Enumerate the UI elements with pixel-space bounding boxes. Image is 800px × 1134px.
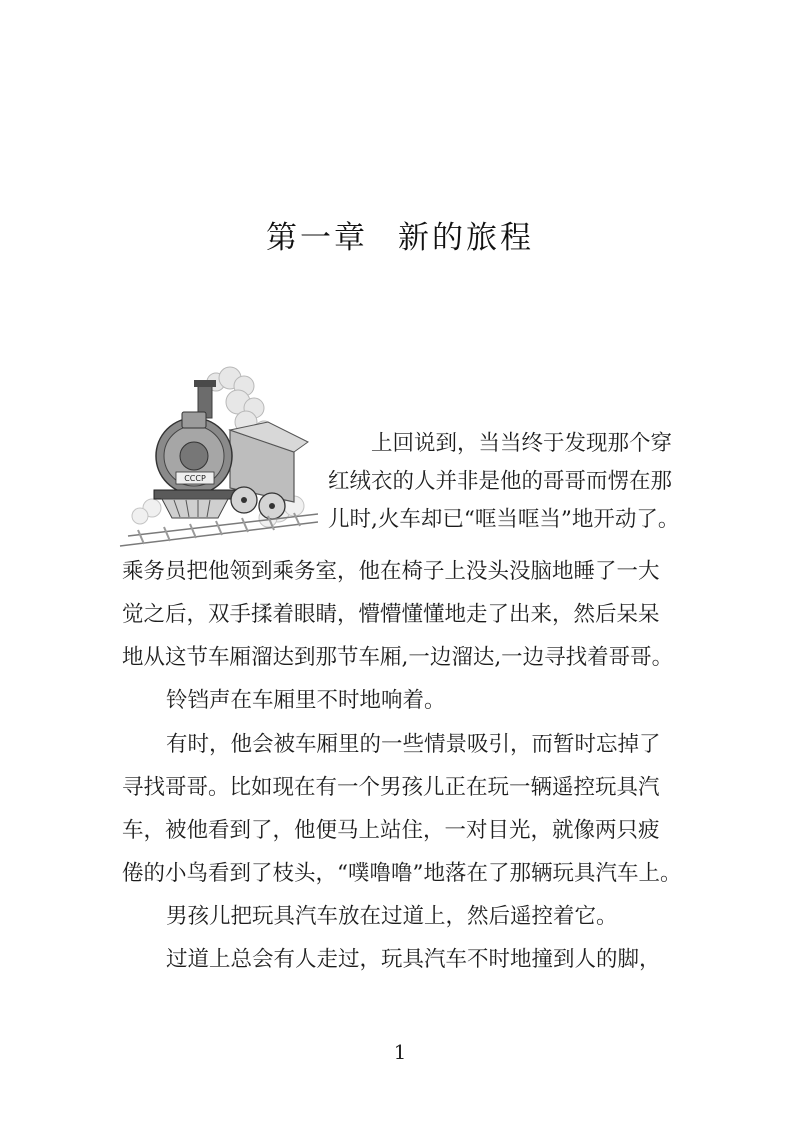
chapter-heading: [0, 216, 800, 260]
body-text-line: 男孩儿把玩具汽车放在过道上，然后遥控着它。: [166, 904, 618, 929]
body-text-line: 儿时,火车却已“哐当哐当”地开动了。: [328, 507, 680, 532]
body-text-line: 铃铛声在车厢里不时地响着。: [166, 688, 446, 713]
steam-locomotive-illustration: [118, 360, 318, 550]
body-text-line: 觉之后，双手揉着眼睛，懵懵懂懂地走了出来，然后呆呆: [122, 602, 660, 627]
body-text-line: 红绒衣的人并非是他的哥哥而愣在那: [328, 469, 673, 494]
body-text-line: 乘务员把他领到乘务室，他在椅子上没头没脑地睡了一大: [122, 559, 660, 584]
body-text-line: 有时，他会被车厢里的一些情景吸引，而暂时忘掉了: [166, 732, 661, 757]
body-text-line: 上回说到，当当终于发现那个穿: [371, 431, 673, 456]
page-number: 1: [393, 1040, 407, 1064]
body-text-line: 地从这节车厢溜达到那节车厢,一边溜达,一边寻找着哥哥。: [122, 645, 674, 670]
steam-locomotive-icon: [118, 360, 318, 550]
chapter-title: 新的旅程: [398, 220, 534, 256]
body-text-line: 寻找哥哥。比如现在有一个男孩儿正在玩一辆遥控玩具汽: [122, 775, 660, 800]
body-text-line: 过道上总会有人走过，玩具汽车不时地撞到人的脚，: [166, 947, 661, 972]
body-text-line: 车，被他看到了，他便马上站住，一对目光，就像两只疲: [122, 818, 660, 843]
body-text-line: 倦的小鸟看到了枝头，“噗噜噜”地落在了那辆玩具汽车上。: [122, 861, 682, 886]
locomotive-plate-text: CCCP: [184, 474, 206, 483]
chapter-number: 第一章: [266, 220, 368, 256]
